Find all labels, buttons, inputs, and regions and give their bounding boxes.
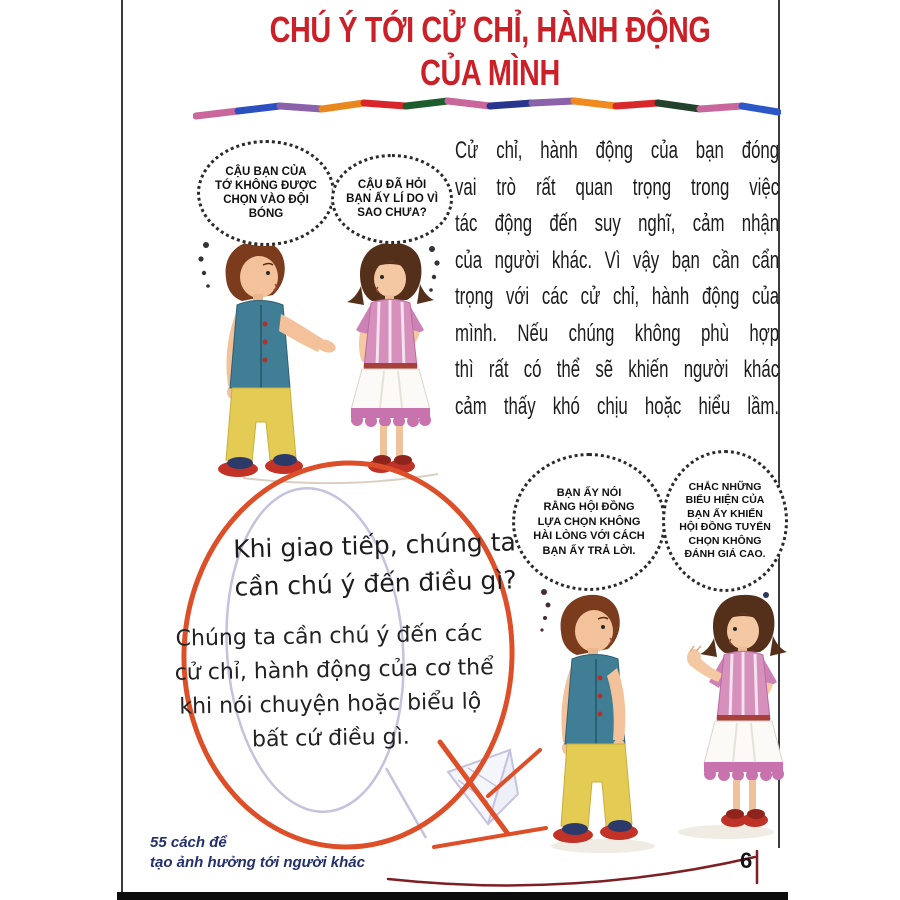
rainbow-divider — [193, 97, 781, 123]
bubble-text-line: CẬU BẠN CỦA — [225, 166, 307, 178]
page-number: 6 — [740, 848, 753, 873]
boy-figure — [218, 241, 337, 477]
bubble-text-line: CHẮC NHỮNG — [688, 480, 762, 493]
boy-figure — [553, 595, 638, 843]
paragraph-line: tác động đến suy nghĩ, cảm nhận — [455, 210, 780, 237]
question-line: cần chú ý đến điều gì? — [234, 565, 517, 602]
bubble-text-line: CHỌN VÀO ĐỘI — [223, 194, 309, 206]
bubble-text-line: RẰNG HỘI ĐỒNG — [543, 501, 635, 514]
paragraph-line: của người khác. Vì vậy bạn cần cẩn — [455, 246, 780, 274]
illustration-boy-girl-talking-bottom — [528, 582, 790, 860]
bubble-text-line: SAO CHƯA? — [357, 207, 427, 219]
bubble-text-line: BIỂU HIỆN CỦA — [685, 494, 765, 506]
qa-answer — [174, 617, 494, 758]
thought-bubble-girl-bottom — [662, 450, 788, 592]
bubble-text-line: CHỌN KHÔNG — [688, 534, 762, 547]
bubble-text-line: HỘI ĐỒNG TUYỂN — [679, 521, 771, 533]
paragraph-line: vai trò rất quan trọng trong việc — [455, 173, 780, 201]
paragraph-line: thì rất có thể sẽ khiến người khác — [455, 356, 780, 383]
girl-figure — [347, 243, 434, 473]
answer-line: khi nói chuyện hoặc biểu lộ — [179, 689, 482, 720]
footer-series-title — [150, 833, 365, 873]
paragraph-line: Cử chỉ, hành động của bạn đóng — [455, 137, 780, 164]
thought-bubble-boy-top — [197, 140, 335, 246]
question-line: Khi giao tiếp, chúng ta — [232, 527, 517, 564]
bubble-text-line: LỰA CHỌN KHÔNG — [537, 515, 641, 528]
paragraph-line: trọng với các cử chỉ, hành động của — [455, 283, 780, 310]
qa-question — [224, 523, 526, 607]
illustration-boy-girl-talking-top — [193, 236, 455, 484]
page-title-line2: CỦA MÌNH — [420, 52, 560, 93]
thought-bubble-boy-bottom — [512, 453, 666, 591]
bubble-text-line: BẠN ẤY NÓI — [556, 486, 622, 499]
bubble-text-line: HÀI LÒNG VỚI CÁCH — [533, 530, 645, 543]
bubble-text-line: BẠN ẤY KHIẾN — [687, 507, 763, 520]
girl-figure — [687, 595, 787, 827]
answer-line: bất cứ điều gì. — [251, 724, 410, 753]
bubble-text-line: TỚ KHÔNG ĐƯỢC — [215, 180, 317, 192]
bubble-text-line: BẠN ẤY LÍ DO VÌ — [346, 193, 438, 205]
page-title-line1: CHÚ Ý TỚI CỬ CHỈ, HÀNH ĐỘNG — [269, 9, 711, 50]
footer-series-line2: tạo ảnh hưởng tới người khác — [150, 854, 365, 871]
bubble-text-line: BÓNG — [248, 208, 284, 220]
answer-line: cử chỉ, hành động của cơ thể — [174, 655, 494, 686]
page-left-edge — [121, 0, 123, 893]
paragraph-line: cảm thấy khó chịu hoặc hiểu lầm. — [455, 392, 780, 420]
bubble-text-line: BẠN ẤY TRẢ LỜI. — [542, 544, 636, 557]
answer-line: Chúng ta cần chú ý đến các — [175, 621, 483, 652]
intro-paragraph — [455, 133, 779, 425]
page-title — [242, 8, 738, 94]
bubble-text-line: ĐÁNH GIÁ CAO. — [684, 548, 766, 560]
thought-bubble-girl-top — [331, 154, 453, 244]
footer-series-line1: 55 cách để — [150, 834, 227, 851]
footer-swoosh — [383, 843, 795, 895]
bubble-text-line: CẬU ĐÃ HỎI — [357, 179, 427, 191]
paragraph-line: mình. Nếu chúng không phù hợp — [455, 319, 780, 347]
